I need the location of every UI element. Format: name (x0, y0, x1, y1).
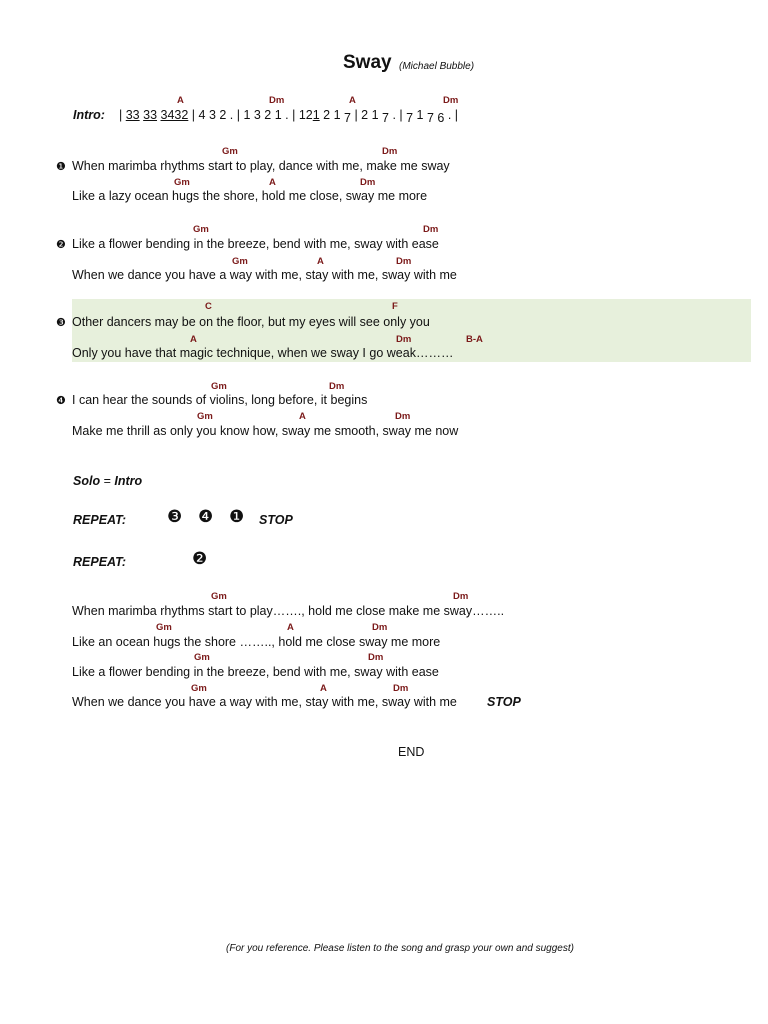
solo-line (73, 474, 142, 488)
notation-part: . | (388, 108, 407, 122)
intro-label: Intro: (73, 108, 105, 122)
stop-label: STOP (259, 513, 293, 527)
chord: Dm (423, 224, 439, 235)
repeat-marker: ❶ (229, 507, 245, 526)
footer-note: (For you reference. Please listen to the song and grasp your own and suggest) (226, 943, 574, 954)
verse-marker: ❷ (56, 239, 66, 251)
notation-part: . | (444, 108, 459, 122)
chord: Gm (194, 652, 210, 663)
verse-marker: ❸ (56, 317, 66, 329)
chord: Gm (222, 146, 238, 157)
repeat-marker: ❸ (167, 507, 183, 526)
chord: Dm (382, 146, 398, 157)
chord: A (287, 622, 294, 633)
lyric-line: When we dance you have a way with me, stay with me, sway with me (72, 695, 457, 709)
lyric-line: When marimba rhythms start to play, dance with me, make me sway (72, 159, 450, 173)
lyric-line: Like a flower bending in the breeze, bend with me, sway with ease (72, 237, 439, 251)
chord: A (349, 95, 356, 106)
chord: C (205, 301, 212, 312)
chord: Gm (211, 381, 227, 392)
lyric-line: Like an ocean hugs the shore …….., hold me close sway me more (72, 635, 441, 649)
lyric-line: When marimba rhythms start to play……., hold me close make me sway…….. (72, 604, 505, 618)
song-title: Sway (343, 52, 392, 73)
chord: Dm (395, 411, 411, 422)
lyric-line: Make me thrill as only you know how, sway me smooth, sway me now (72, 424, 459, 438)
repeat-label: REPEAT: (73, 555, 127, 569)
chord: A (190, 334, 197, 345)
repeat-marker: ❹ (198, 507, 214, 526)
chord: Gm (193, 224, 209, 235)
chord: A (177, 95, 184, 106)
chord: Gm (232, 256, 248, 267)
lyric-line: Like a lazy ocean hugs the shore, hold me close, sway me more (72, 189, 428, 203)
chord: Dm (269, 95, 285, 106)
chord: Gm (174, 177, 190, 188)
notation-part: 1 (413, 108, 427, 122)
chord: Dm (329, 381, 345, 392)
chord: A (269, 177, 276, 188)
lyric-line: Like a flower bending in the breeze, bend with me, sway with ease (72, 665, 439, 679)
chord: Gm (191, 683, 207, 694)
chord: Dm (443, 95, 459, 106)
notation-part: | (119, 108, 126, 122)
verse-marker: ❹ (56, 395, 66, 407)
chord: B-A (466, 334, 483, 345)
chord: Dm (360, 177, 376, 188)
repeat-marker: ❷ (192, 549, 208, 568)
solo-value: Intro (114, 474, 143, 488)
chord: F (392, 301, 398, 312)
chord: Dm (393, 683, 409, 694)
notation-underlined: 1 (312, 108, 320, 122)
chord: A (317, 256, 324, 267)
notation-low-note: 7 (406, 111, 414, 125)
chord: Dm (372, 622, 388, 633)
end-label: END (398, 745, 425, 759)
notation-part: | 2 1 (350, 108, 383, 122)
chord: Dm (396, 334, 412, 345)
notation-underlined: 3432 (160, 108, 189, 122)
chord: A (320, 683, 327, 694)
lyric-line: Other dancers may be on the floor, but my eyes will see only you (72, 315, 430, 329)
notation-low-note: 6 (437, 111, 445, 125)
artist-name: (Michael Bubble) (399, 61, 475, 72)
lyric-line: When we dance you have a way with me, stay with me, sway with me (72, 268, 457, 282)
verse-marker: ❶ (56, 161, 66, 173)
notation-low-note: 7 (344, 111, 351, 125)
notation-part: | 4 3 2 . | 1 3 2 1 . | 12 (188, 108, 313, 122)
chord: Dm (396, 256, 412, 267)
lyric-line: Only you have that magic technique, when we sway I go weak……… (72, 346, 454, 360)
solo-label: Solo (73, 474, 101, 488)
notation-low-note: 7 (426, 111, 434, 125)
chord: Gm (211, 591, 227, 602)
notation-part: 2 1 (319, 108, 345, 122)
notation-low-note: 7 (382, 111, 389, 125)
stop-label: STOP (487, 695, 521, 709)
intro-notation (119, 108, 459, 125)
lyric-line: I can hear the sounds of violins, long before, it begins (72, 393, 368, 407)
chord: A (299, 411, 306, 422)
solo-eq: = (100, 474, 115, 488)
chord: Dm (368, 652, 384, 663)
repeat-label: REPEAT: (73, 513, 127, 527)
chord: Dm (453, 591, 469, 602)
chord: Gm (156, 622, 172, 633)
notation-underlined: 33 (143, 108, 158, 122)
notation-underlined: 33 (125, 108, 140, 122)
chord: Gm (197, 411, 213, 422)
